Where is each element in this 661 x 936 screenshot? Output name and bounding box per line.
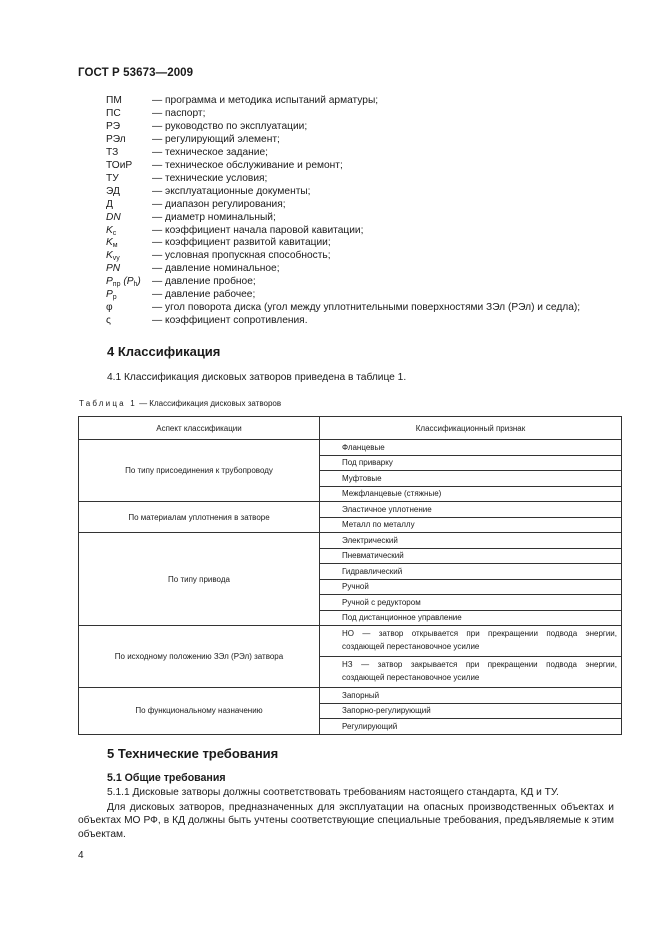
- table-row: [79, 502, 622, 518]
- aspect-cell: По исходному положению ЗЭл (РЭл) затвора: [79, 626, 320, 688]
- abbreviation-definition: — диапазон регулирования;: [152, 198, 286, 210]
- feature-cell: Межфланцевые (стяжные): [320, 486, 622, 502]
- abbreviation-row: [106, 95, 580, 108]
- abbreviation-row: [106, 263, 580, 276]
- classification-table: [78, 416, 622, 735]
- abbreviation-row: [106, 134, 580, 147]
- abbreviation-row: [106, 108, 580, 121]
- feature-cell: Под приварку: [320, 455, 622, 471]
- paragraph-4-1: 4.1 Классификация дисковых затворов приведена в таблице 1.: [107, 372, 407, 383]
- symbol-close: ): [137, 276, 141, 288]
- table-row: [79, 440, 622, 456]
- paragraph-5-1-2: [78, 801, 614, 841]
- abbreviation-row: [106, 250, 580, 263]
- paragraph-5-1-1: 5.1.1 Дисковые затворы должны соответствовать требованиям настоящего стандарта, КД и ТУ.: [107, 787, 559, 798]
- abbreviation-term: [106, 237, 152, 250]
- table-row: [79, 533, 622, 549]
- abbreviation-term: PN: [106, 263, 121, 275]
- feature-cell: Под дистанционное управление: [320, 610, 622, 626]
- column-header-feature: Классификационный признак: [320, 417, 622, 440]
- feature-cell: НЗ — затвор закрывается при прекращении подвода энергии, создающей перестановочное усилие: [320, 657, 622, 688]
- abbreviation-term: ς: [106, 315, 111, 327]
- abbreviation-definition: — давление рабочее;: [152, 289, 256, 301]
- table-header-row: [79, 417, 622, 440]
- abbreviation-term: ПС: [106, 107, 121, 119]
- abbreviation-row: [106, 315, 580, 328]
- symbol-subscript-alt: h: [133, 281, 138, 289]
- abbreviation-term: РЭл: [106, 133, 126, 145]
- abbreviation-definition: — техническое задание;: [152, 146, 268, 158]
- paragraph-5-1-2-text: Для дисковых затворов, предназначенных для эксплуатации на опасных производственных объектах и объектах МО РФ, в КД должны быть учтены соответствующие специальные требования, предъявляемые к этим объектам.: [78, 802, 614, 840]
- abbreviation-definition: — давление номинальное;: [152, 263, 280, 275]
- abbreviation-term: φ: [106, 302, 113, 314]
- symbol-subscript: р: [112, 294, 117, 302]
- symbol-subscript: c: [112, 229, 117, 237]
- abbreviation-term: [106, 276, 152, 289]
- abbreviation-row: [106, 199, 580, 212]
- abbreviation-row: [106, 237, 580, 250]
- abbreviation-definition: — коэффициент начала паровой кавитации;: [152, 224, 364, 236]
- feature-cell: НО — затвор открывается при прекращении подвода энергии, создающей перестановочное усилие: [320, 626, 622, 657]
- abbreviation-definition: — угол поворота диска (угол между уплотнительными поверхностями ЗЭл (РЭл) и седла);: [152, 302, 581, 314]
- abbreviation-row: [106, 147, 580, 160]
- abbreviation-definition: — технические условия;: [152, 172, 268, 184]
- abbreviation-term: ТЗ: [106, 146, 119, 158]
- abbreviation-term: [106, 289, 152, 302]
- feature-cell: Электрический: [320, 533, 622, 549]
- abbreviation-term: DN: [106, 211, 121, 223]
- abbreviation-term: [106, 250, 152, 263]
- abbreviation-row: [106, 186, 580, 199]
- symbol-subscript: пр: [112, 281, 121, 289]
- aspect-cell: По материалам уплотнения в затворе: [79, 502, 320, 533]
- abbreviation-definition: — диаметр номинальный;: [152, 211, 276, 223]
- abbreviation-row: [106, 173, 580, 186]
- feature-cell: Запорный: [320, 688, 622, 704]
- abbreviation-definition: — давление пробное;: [152, 276, 256, 288]
- table-caption: [79, 399, 281, 408]
- abbreviation-term: ЭД: [106, 185, 120, 197]
- table-row: [79, 626, 622, 657]
- symbol-subscript: м: [112, 242, 118, 250]
- abbreviation-definition: — коэффициент развитой кавитации;: [152, 237, 331, 249]
- abbreviation-row: [106, 212, 580, 225]
- abbreviation-definition: — эксплуатационные документы;: [152, 185, 311, 197]
- aspect-cell: По типу привода: [79, 533, 320, 626]
- feature-cell: Эластичное уплотнение: [320, 502, 622, 518]
- abbreviation-list: [106, 95, 580, 328]
- feature-cell: Ручной: [320, 579, 622, 595]
- abbreviation-definition: — руководство по эксплуатации;: [152, 120, 308, 132]
- abbreviation-definition: — программа и методика испытаний арматуры;: [152, 95, 379, 106]
- abbreviation-term: РЭ: [106, 120, 121, 132]
- section-5-heading: 5 Технические требования: [107, 746, 279, 761]
- symbol-letter: P: [106, 289, 113, 301]
- document-header: ГОСТ Р 53673—2009: [78, 67, 194, 79]
- symbol-letter-alt: (P: [120, 276, 134, 288]
- aspect-cell: По функциональному назначению: [79, 688, 320, 735]
- feature-cell: Запорно-регулирующий: [320, 703, 622, 719]
- symbol-subscript: vy: [112, 255, 120, 263]
- feature-cell: Регулирующий: [320, 719, 622, 735]
- abbreviation-term: ТОиР: [106, 159, 133, 171]
- aspect-cell: По типу присоединения к трубопроводу: [79, 440, 320, 502]
- abbreviation-term: Д: [106, 198, 113, 210]
- abbreviation-term: ТУ: [106, 172, 119, 184]
- symbol-letter: K: [106, 237, 113, 249]
- feature-cell: Фланцевые: [320, 440, 622, 456]
- abbreviation-term: ПМ: [106, 95, 122, 106]
- abbreviation-definition: — паспорт;: [152, 107, 206, 119]
- feature-cell: Гидравлический: [320, 564, 622, 580]
- subsection-5-1-heading: 5.1 Общие требования: [107, 772, 226, 784]
- section-4-heading: 4 Классификация: [107, 344, 221, 359]
- abbreviation-row: [106, 276, 580, 289]
- abbreviation-definition: — техническое обслуживание и ремонт;: [152, 159, 343, 171]
- abbreviation-row: [106, 121, 580, 134]
- abbreviation-definition: — регулирующий элемент;: [152, 133, 280, 145]
- column-header-aspect: Аспект классификации: [79, 417, 320, 440]
- abbreviation-row: [106, 225, 580, 238]
- symbol-letter: K: [106, 224, 113, 236]
- table-row: [79, 688, 622, 704]
- abbreviation-definition: — коэффициент сопротивления.: [152, 315, 308, 327]
- feature-cell: Пневматический: [320, 548, 622, 564]
- abbreviation-row: [106, 302, 580, 315]
- feature-cell: Ручной с редуктором: [320, 595, 622, 611]
- table-caption-label: Таблица 1: [79, 399, 137, 408]
- feature-cell: Муфтовые: [320, 471, 622, 487]
- symbol-letter: K: [106, 250, 113, 262]
- abbreviation-row: [106, 160, 580, 173]
- table-caption-text: — Классификация дисковых затворов: [139, 399, 282, 408]
- feature-cell: Металл по металлу: [320, 517, 622, 533]
- page-number: 4: [78, 850, 84, 861]
- symbol-letter: P: [106, 276, 113, 288]
- abbreviation-row: [106, 289, 580, 302]
- abbreviation-definition: — условная пропускная способность;: [152, 250, 331, 262]
- abbreviation-term: [106, 225, 152, 238]
